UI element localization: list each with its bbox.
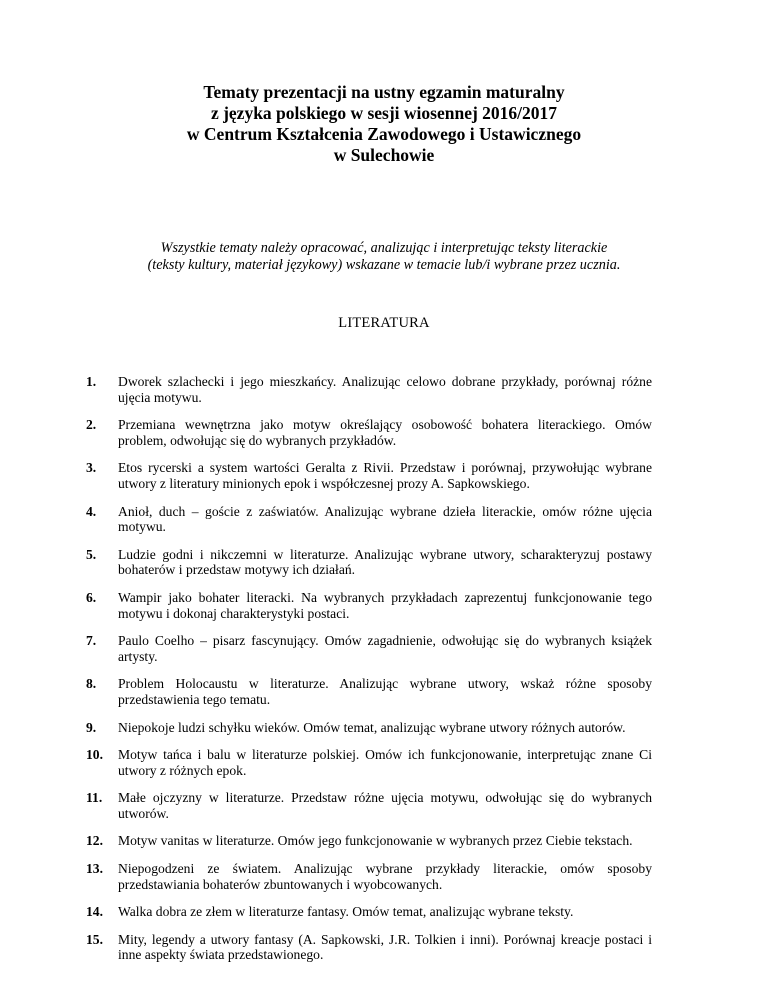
topic-text: Niepogodzeni ze światem. Analizując wybrane przykłady literackie, omów sposoby przedstawiania bohaterów zbuntowanych i wyobcowanych. [118,861,652,892]
intro-line: (teksty kultury, materiał językowy) wskazane w temacie lub/i wybrane przez ucznia. [147,257,621,273]
topic-number: 14. [86,904,103,920]
topic-item [86,747,652,778]
topic-item [86,720,652,736]
topic-number: 5. [86,546,97,562]
topic-text: Walka dobra ze złem w literaturze fantasy. Omów temat, analizując wybrane teksty. [118,904,574,920]
title-line: z języka polskiego w sesji wiosennej 2016/2017 [210,103,558,123]
topic-item [86,833,652,849]
topic-number: 10. [86,747,103,763]
topic-text: Paulo Coelho – pisarz fascynujący. Omów zagadnienie, odwołując się do wybranych książek artysty. [118,633,652,664]
topic-item [86,590,652,621]
title-line: w Centrum Kształcenia Zawodowego i Ustawicznego [186,124,582,144]
topic-text: Dworek szlachecki i jego mieszkańcy. Analizując celowo dobrane przykłady, porównaj różne ujęcia motywu. [118,374,652,405]
title-line: w Sulechowie [333,145,435,165]
topic-number: 8. [86,676,97,692]
topic-text: Etos rycerski a system wartości Geralta z Rivii. Przedstaw i porównaj, przywołując wybrane utwory z literatury minionych epok i współczesnej prozy A. Sapkowskiego. [118,460,652,491]
topic-item [86,417,652,448]
topic-list [86,374,652,963]
section-heading: LITERATURA [338,315,430,331]
document-title [0,82,768,166]
topic-number: 11. [86,790,103,806]
topic-text: Wampir jako bohater literacki. Na wybranych przykładach zaprezentuj funkcjonowanie tego motywu i dokonaj charakterystyki postaci. [118,589,652,621]
topic-item [86,932,652,963]
topic-text: Motyw vanitas w literaturze. Omów jego funkcjonowanie w wybranych przez Ciebie tekstach. [118,833,633,849]
topic-item [86,676,652,707]
topic-number: 3. [86,460,97,476]
topic-text: Ludzie godni i nikczemni w literaturze. Analizując wybrane utwory, scharakteryzuj postawy bohaterów i przedstaw motywy ich działań. [118,546,652,578]
topic-number: 15. [86,931,103,947]
topic-item [86,904,652,920]
topic-number: 12. [86,833,103,849]
title-line: Tematy prezentacji na ustny egzamin maturalny [203,82,565,102]
topic-item [86,547,652,578]
intro-line: Wszystkie tematy należy opracować, analizując i interpretując teksty literackie [160,240,608,256]
topic-text: Małe ojczyzny w literaturze. Przedstaw różne ujęcia motywu, odwołując się do wybranych utworów. [118,790,652,821]
topic-item [86,790,652,821]
topic-item [86,460,652,491]
topic-text: Problem Holocaustu w literaturze. Analizując wybrane utwory, wskaż różne sposoby przedstawienia tego tematu. [118,676,652,707]
topic-number: 2. [86,417,97,433]
intro-note [0,240,768,274]
topic-item [86,861,652,892]
topic-number: 1. [86,374,97,389]
topic-text: Mity, legendy a utwory fantasy (A. Sapkowski, J.R. Tolkien i inni). Porównaj kreacje postaci i inne aspekty świata przedstawionego. [118,931,652,963]
topic-number: 6. [86,589,97,605]
topic-number: 13. [86,861,103,877]
topic-text: Anioł, duch – goście z zaświatów. Analizując wybrane dzieła literackie, omów różne ujęcia motywu. [118,503,652,535]
topic-text: Przemiana wewnętrzna jako motyw określający osobowość bohatera literackiego. Omów problem, odwołując się do wybranych przykładów. [118,417,652,448]
topic-number: 9. [86,719,97,735]
topic-number: 7. [86,633,97,649]
topic-text: Motyw tańca i balu w literaturze polskiej. Omów ich funkcjonowanie, interpretując znane Ci utwory z różnych epok. [118,747,652,778]
topic-text: Niepokoje ludzi schyłku wieków. Omów temat, analizując wybrane utwory różnych autorów. [118,719,626,735]
topic-item [86,504,652,535]
topic-item [86,374,652,405]
topic-number: 4. [86,503,97,519]
topic-item [86,633,652,664]
